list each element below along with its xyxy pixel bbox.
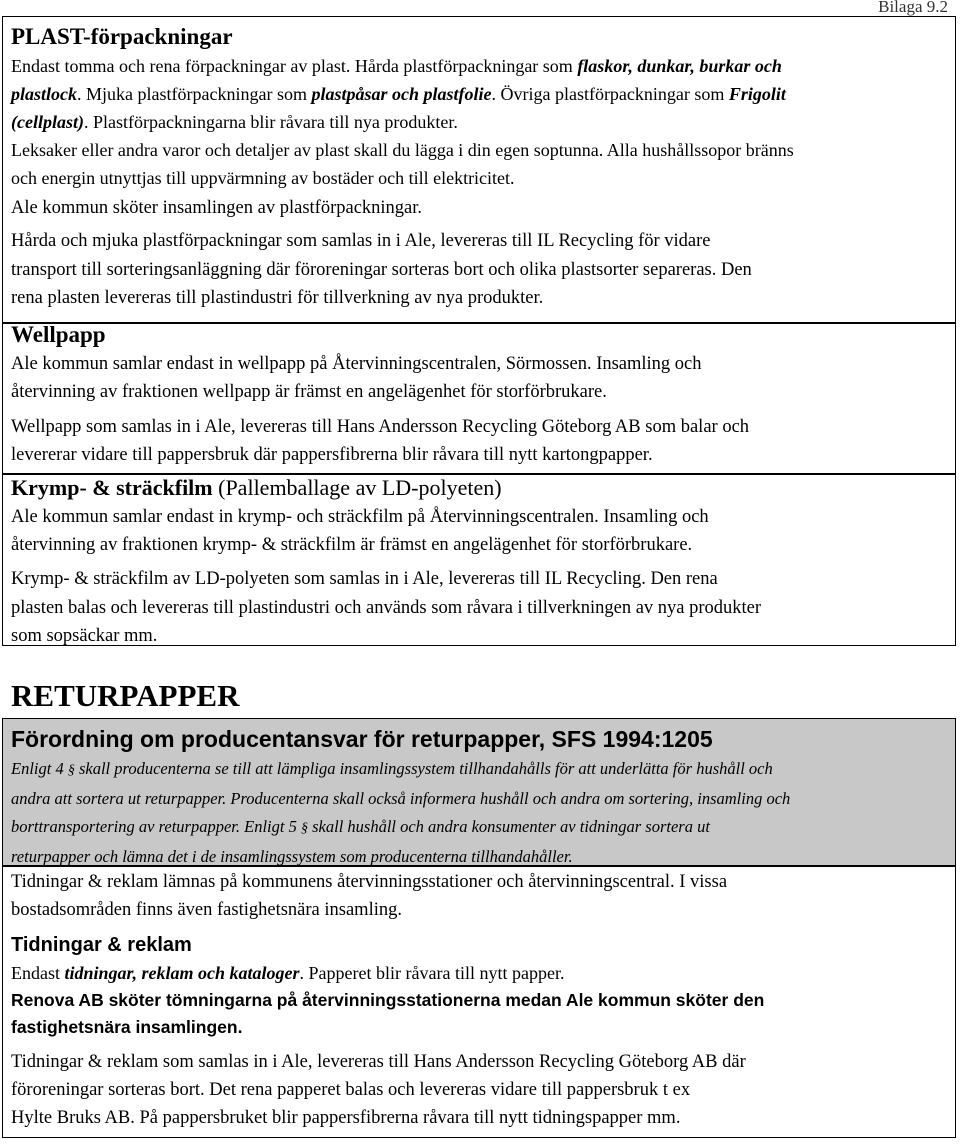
wellpapp-paragraph-1: Ale kommun samlar endast in wellpapp på Återvinningscentralen, Sörmossen. Insamling och återvinning av fraktionen wellpapp är främst en angelägenhet för storförbrukare. xyxy=(11,354,702,402)
forordning-title: Förordning om producentansvar för returpapper, SFS 1994:1205 xyxy=(11,726,713,752)
hard-plastics-examples: flaskor, dunkar, burkar och xyxy=(577,56,782,76)
soft-plastics-examples: plastpåsar och plastfolie xyxy=(311,84,492,104)
tidningar-section xyxy=(11,868,955,1132)
section-sign-1: § xyxy=(67,763,75,778)
returpapper-collection-paragraph: Tidningar & reklam lämnas på kommunens återvinningsstationer och återvinningscentral. I vissa bostadsområden finns även fastighetsnära insamling. xyxy=(11,872,728,920)
tidningar-recycling-paragraph: Tidningar & reklam som samlas in i Ale, levereras till Hans Andersson Recycling Göteborg AB där föroreningar sorteras bort. Det rena papperet balas och levereras vidare till pappersbruk t ex Hylte Bruks AB. På pappersbruket blir pappersfibrerna råvara till nytt tidningspapper mm. xyxy=(11,1052,746,1128)
frigolit-text: Frigolit xyxy=(728,84,786,104)
tidningar-intro: Endast tidningar, reklam och kataloger. Papperet blir råvara till nytt papper. xyxy=(11,963,565,983)
forordning-text: Enligt 4 § skall producenterna se till att lämpliga insamlingssystem tillhandahålls för att underlätta för hushåll och andra att sortera ut returpapper. Producenterna skall också informera hushåll och andra om sortering, insamling och borttransportering av returpapper. Enligt 5 § skall hushåll och andra konsumenter av tidningar sortera ut returpapper och lämna det i de insamlingssystem som producenterna tillhandahåller. xyxy=(11,759,791,866)
krymp-section xyxy=(11,473,955,651)
plast-recycling-paragraph: Hårda och mjuka plastförpackningar som samlas in i Ale, levereras till IL Recycling för vidare transport till sorteringsanläggning där föroreningar sorteras bort och olika plastsorter separeras. Den rena plasten levereras till plastindustri för tillverkning av nya produkter. xyxy=(11,231,752,308)
plast-toys-line-1: Leksaker eller andra varor och detaljer av plast skall du lägga i din egen soptunna. Alla hushållssopor bränns xyxy=(11,140,794,160)
plast-collection-note: Ale kommun sköter insamlingen av plastförpackningar. xyxy=(11,198,423,218)
returpapper-heading: RETURPAPPER xyxy=(11,678,240,713)
krymp-title: Krymp- & sträckfilm (Pallemballage av LD-polyeten) xyxy=(11,475,502,500)
krymp-paragraph-2: Krymp- & sträckfilm av LD-polyeten som samlas in i Ale, levereras till IL Recycling. Den rena plasten balas och levereras till plastindustri och används som råvara i tillverkningen av nya produkter som sopsäckar mm. xyxy=(11,569,762,646)
plast-section xyxy=(11,22,955,313)
wellpapp-section xyxy=(11,320,955,469)
plast-title: PLAST-förpackningar xyxy=(11,24,233,49)
plastlock-text: plastlock xyxy=(11,84,77,104)
krymp-paragraph-1: Ale kommun samlar endast in krymp- och sträckfilm på Återvinningscentralen. Insamling och återvinning av fraktionen krymp- & sträckfilm är främst en angelägenhet för storförbrukare. xyxy=(11,507,709,555)
tidningar-title: Tidningar & reklam xyxy=(11,934,192,956)
section-sign-2: § xyxy=(300,821,308,836)
appendix-label: Bilaga 9.2 xyxy=(878,0,948,16)
forordning-section xyxy=(11,723,955,871)
plast-toys-line-2: och energin utnyttjas till uppvärmning av bostäder och till elektricitet. xyxy=(11,168,515,188)
wellpapp-title: Wellpapp xyxy=(11,322,106,347)
cellplast-text: (cellplast) xyxy=(11,112,84,132)
plast-intro-paragraph: Endast tomma och rena förpackningar av plast. Hårda plastförpackningar som flaskor, dunkar, burkar och plastlock. Mjuka plastförpackningar som plastpåsar och plastfolie. Övriga plastförpackningar som Frigolit (cellplast). Plastförpackningarna blir råvara till nya produkter. Leksaker eller andra varor och detaljer av plast skall du lägga i din egen soptunna. Alla hushållssopor bränns och energin utnyttjas till uppvärmning av bostäder och till elektricitet. xyxy=(11,52,955,192)
renova-note: Renova AB sköter tömningarna på återvinningsstationerna medan Ale kommun sköter den fastighetsnära insamlingen. xyxy=(11,990,765,1037)
wellpapp-paragraph-2: Wellpapp som samlas in i Ale, levereras till Hans Andersson Recycling Göteborg AB som balar och levererar vidare till pappersbruk där pappersfibrerna blir råvara till nytt kartongpapper. xyxy=(11,417,750,465)
